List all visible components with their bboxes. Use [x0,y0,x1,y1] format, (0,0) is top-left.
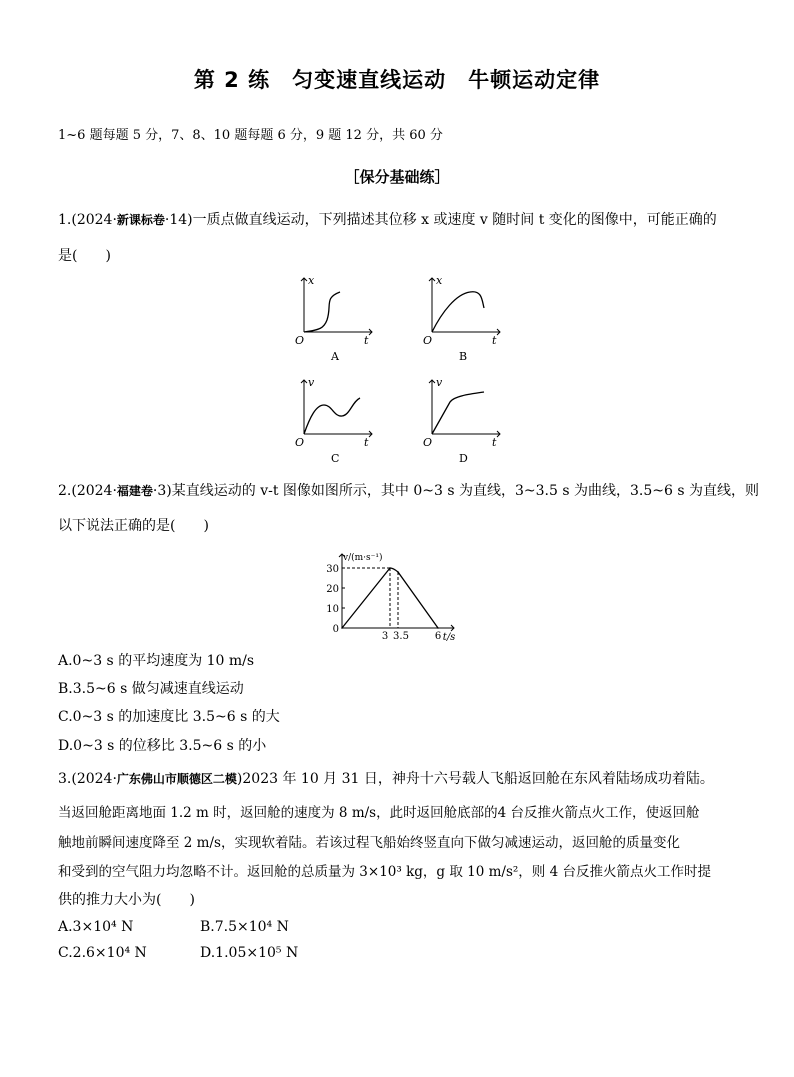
y-tick-label: 30 [326,564,339,575]
x-axis-label: t [364,436,369,449]
question-1-line-1: 1.(2024·新课标卷·14)一质点做直线运动，下列描述其位移 x 或速度 v 随时间 t 变化的图像中，可能正确的 [58,212,717,228]
graph-d-label: D [459,452,468,465]
curve-a [304,292,340,332]
q2-option-b: B.3.5~6 s 做匀减速直线运动 [58,681,244,697]
q3-option-b: B.7.5×10⁴ N [200,919,289,935]
question-3-line-5: 供的推力大小为( ) [58,892,195,908]
graph-a-label: A [331,350,339,363]
x-tick-label: 3.5 [393,631,409,642]
section-heading: ［保分基础练］ [344,168,450,186]
chart-labels [326,552,455,643]
q3-option-a: A.3×10⁴ N [58,919,134,935]
y-axis-label: v/(m·s⁻¹) [343,553,383,563]
data-point [389,567,391,569]
chart-guides [342,568,398,628]
data-point [397,571,399,573]
y-axis-label: x [308,274,315,287]
curve-b [432,292,484,332]
question-3-line-1: 3.(2024·广东佛山市顺德区二模)2023 年 10 月 31 日，神舟十六号载人飞船返回舱在东风着陆场成功着陆。 [58,771,714,787]
vt-chart [320,540,480,644]
origin-label: O [423,334,433,347]
x-tick-label: 3 [381,631,389,642]
q2-option-c: C.0~3 s 的加速度比 3.5~6 s 的大 [58,709,280,725]
q2-option-a: A.0~3 s 的平均速度为 10 m/s [58,653,255,669]
scoring-info: 1~6 题每题 5 分，7、8、10 题每题 6 分，9 题 12 分，共 60 分 [58,128,443,143]
chart-axes [339,554,454,631]
y-axis-label: v [308,376,315,389]
data-point [437,627,439,629]
question-2-line-2: 以下说法正确的是( ) [58,518,209,534]
graph-b-label: B [459,350,468,363]
question-2-line-1: 2.(2024·福建卷·3)某直线运动的 v-t 图像如图所示，其中 0~3 s 为直线，3~3.5 s 为曲线，3.5~6 s 为直线，则 [58,483,759,499]
q3-option-d: D.1.05×10⁵ N [200,945,299,961]
y-tick-label: 20 [326,584,339,595]
data-point [341,627,343,629]
curve-d [432,392,484,434]
graph-c [290,372,380,467]
y-axis-label: x [436,274,443,287]
x-axis-label: t [364,334,369,347]
origin-label: O [295,334,305,347]
q2-option-d: D.0~3 s 的位移比 3.5~6 s 的小 [58,738,267,754]
origin-label: 0 [332,624,339,635]
graph-c-label: C [331,452,340,465]
question-3-line-2: 当返回舱距离地面 1.2 m 时，返回舱的速度为 8 m/s，此时返回舱底部的4 台反推火箭点火工作，使返回舱 [58,805,700,821]
graph-a [290,270,380,365]
graph-b [418,270,508,365]
page-title: 第 2 练 匀变速直线运动 牛顿运动定律 [193,68,601,92]
x-axis-label: t [492,334,497,347]
question-3-line-4: 和受到的空气阻力均忽略不计。返回舱的总质量为 3×10³ kg，g 取 10 m/s²，则 4 台反推火箭点火工作时提 [58,864,711,880]
y-axis-label: v [436,376,443,389]
x-tick-label: 6 [434,631,442,642]
question-1-line-2: 是( ) [58,248,111,264]
y-tick-label: 10 [326,604,339,615]
q3-option-c: C.2.6×10⁴ N [58,945,147,961]
x-axis-label: t [492,436,497,449]
question-3-line-3: 触地前瞬间速度降至 2 m/s，实现软着陆。若该过程飞船始终竖直向下做匀减速运动，返回舱的质量变化 [58,835,680,851]
x-axis-label: t/s [442,632,456,643]
curve-c [304,398,360,434]
origin-label: O [423,436,433,449]
graph-d [418,372,508,467]
origin-label: O [295,436,305,449]
